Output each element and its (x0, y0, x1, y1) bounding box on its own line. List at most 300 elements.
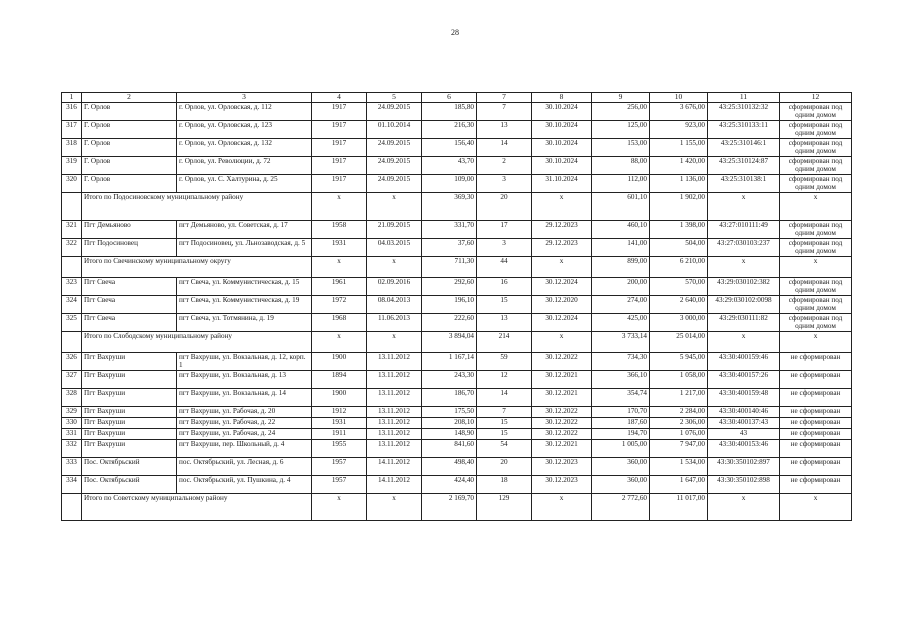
table-cell: 1 155,00 (650, 139, 708, 157)
table-row (62, 296, 852, 314)
table-cell: 59 (477, 353, 532, 371)
table-cell: 331,70 (422, 221, 477, 239)
column-header: 2 (82, 93, 177, 103)
table-cell: 2 284,00 (650, 407, 708, 418)
table-row (62, 371, 852, 389)
table-cell: 30.12.2022 (532, 429, 592, 440)
table-cell: 1 398,00 (650, 221, 708, 239)
table-cell: 29.12.2023 (532, 221, 592, 239)
table-cell: Пгт Вахруши (82, 418, 177, 429)
table-cell: х (708, 494, 780, 521)
table-cell: 43:30:400153:46 (708, 440, 780, 458)
table-cell: 148,90 (422, 429, 477, 440)
table-cell: 14 (477, 389, 532, 407)
table-cell: х (780, 332, 852, 353)
table-cell: 54 (477, 440, 532, 458)
subtotal-row (62, 193, 852, 221)
table-cell: сформирован под одним домом (780, 314, 852, 332)
table-cell: 1900 (312, 389, 367, 407)
table-cell: 43:25:310133:11 (708, 121, 780, 139)
table-cell: 366,10 (592, 371, 650, 389)
table-cell: 187,60 (592, 418, 650, 429)
table-cell: Пос. Октябрьский (82, 476, 177, 494)
table-cell: Пгт Вахруши (82, 429, 177, 440)
table-cell: 43:27:030103:237 (708, 239, 780, 257)
table-cell: х (312, 193, 367, 221)
table-cell: пос. Октябрьский, ул. Пушкина, д. 4 (177, 476, 312, 494)
table-row (62, 440, 852, 458)
table-cell: 1968 (312, 314, 367, 332)
table-cell: 109,00 (422, 175, 477, 193)
table-cell: 13 (477, 121, 532, 139)
table-cell: 13.11.2012 (367, 389, 422, 407)
table-cell: 30.12.2023 (532, 476, 592, 494)
table-cell: 24.09.2015 (367, 103, 422, 121)
table-cell: х (367, 332, 422, 353)
table-cell: Пгт Вахруши (82, 389, 177, 407)
table-cell: Г. Орлов (82, 121, 177, 139)
table-cell: 43:25:310132:32 (708, 103, 780, 121)
table-cell: 360,00 (592, 458, 650, 476)
table-cell: 13.11.2012 (367, 407, 422, 418)
table-cell: 1958 (312, 221, 367, 239)
table-cell: сформирован под одним домом (780, 121, 852, 139)
table-cell: 222,60 (422, 314, 477, 332)
page-number: 28 (451, 28, 459, 37)
table-cell: 170,70 (592, 407, 650, 418)
table-cell: пгт Вахруши, ул. Рабочая, д. 22 (177, 418, 312, 429)
table-row (62, 458, 852, 476)
table-cell: 30.12.2022 (532, 353, 592, 371)
table-cell: 11 017,00 (650, 494, 708, 521)
housing-registry-table (61, 92, 852, 521)
table-cell: пгт Вахруши, ул. Вокзальная, д. 12, корп. 1 (177, 353, 312, 371)
table-cell: 1 136,00 (650, 175, 708, 193)
table-cell: 3 (477, 239, 532, 257)
column-header: 11 (708, 93, 780, 103)
table-cell: 333 (62, 458, 82, 476)
table-cell: 30.12.2024 (532, 278, 592, 296)
table-cell: Пгт Свеча (82, 278, 177, 296)
table-cell: 43:30:350102:898 (708, 476, 780, 494)
column-header: 7 (477, 93, 532, 103)
table-cell: 30.10.2024 (532, 139, 592, 157)
table-cell: сформирован под одним домом (780, 278, 852, 296)
table-cell: 43:25:310124:87 (708, 157, 780, 175)
table-cell: 2 (477, 157, 532, 175)
column-header: 5 (367, 93, 422, 103)
table-cell: не сформирован (780, 429, 852, 440)
table-cell: х (532, 193, 592, 221)
table-cell: 30.10.2024 (532, 157, 592, 175)
table-cell: пгт Вахруши, ул. Вокзальная, д. 14 (177, 389, 312, 407)
table-cell: 04.03.2015 (367, 239, 422, 257)
table-cell: 31.10.2024 (532, 175, 592, 193)
table-cell: 2 169,70 (422, 494, 477, 521)
table-cell: х (708, 193, 780, 221)
table-cell: 18 (477, 476, 532, 494)
table-cell: 153,00 (592, 139, 650, 157)
table-cell: 6 210,00 (650, 257, 708, 278)
table-cell: сформирован под одним домом (780, 221, 852, 239)
table-cell: пгт Подосиновец, ул. Льнозаводская, д. 5 (177, 239, 312, 257)
table-cell: Г. Орлов (82, 139, 177, 157)
table-cell: 29.12.2023 (532, 239, 592, 257)
table-cell: 319 (62, 157, 82, 175)
table-cell: 1 420,00 (650, 157, 708, 175)
table-cell: 43:25:310146:1 (708, 139, 780, 157)
table-cell: 317 (62, 121, 82, 139)
table-cell: 425,00 (592, 314, 650, 332)
table-cell: сформирован под одним домом (780, 175, 852, 193)
table-cell: 1 167,14 (422, 353, 477, 371)
table-cell: 15 (477, 418, 532, 429)
subtotal-label: Итого по Слободскому муниципальному району (82, 332, 312, 353)
column-header: 10 (650, 93, 708, 103)
table-cell: 327 (62, 371, 82, 389)
table-cell: 37,60 (422, 239, 477, 257)
table-cell: 30.12.2021 (532, 371, 592, 389)
table-cell (62, 193, 82, 221)
table-cell: 1 005,00 (592, 440, 650, 458)
table-cell: 43:29:030102:0098 (708, 296, 780, 314)
table-cell: 424,40 (422, 476, 477, 494)
table-cell: 43:29:030111:82 (708, 314, 780, 332)
column-header: 9 (592, 93, 650, 103)
table-row (62, 314, 852, 332)
table-cell: Г. Орлов (82, 157, 177, 175)
table-cell: 175,50 (422, 407, 477, 418)
table-cell: 330 (62, 418, 82, 429)
table-cell: Пос. Октябрьский (82, 458, 177, 476)
table-cell: сформирован под одним домом (780, 296, 852, 314)
table-row (62, 389, 852, 407)
column-header: 8 (532, 93, 592, 103)
table-cell: 1917 (312, 121, 367, 139)
table-cell: Пгт Вахруши (82, 440, 177, 458)
table-cell: Пгт Свеча (82, 314, 177, 332)
table-cell: не сформирован (780, 389, 852, 407)
table-cell: 30.12.2020 (532, 296, 592, 314)
table-cell: 2 306,00 (650, 418, 708, 429)
table-cell: 923,00 (650, 121, 708, 139)
table-cell: Пгт Вахруши (82, 407, 177, 418)
table-cell: 3 000,00 (650, 314, 708, 332)
table-cell: 112,00 (592, 175, 650, 193)
table-cell: 1 647,00 (650, 476, 708, 494)
table-cell: пгт Вахруши, ул. Рабочая, д. 20 (177, 407, 312, 418)
table-cell: 14.11.2012 (367, 458, 422, 476)
table-cell: пгт Демьяново, ул. Советская, д. 17 (177, 221, 312, 239)
table-cell: 498,40 (422, 458, 477, 476)
table-cell: х (780, 494, 852, 521)
table-cell: 216,30 (422, 121, 477, 139)
table-cell: не сформирован (780, 476, 852, 494)
table-cell: 13 (477, 314, 532, 332)
table-cell: 141,00 (592, 239, 650, 257)
table-row (62, 103, 852, 121)
column-header: 1 (62, 93, 82, 103)
subtotal-label: Итого по Подосиновскому муниципальному району (82, 193, 312, 221)
table-cell: х (367, 494, 422, 521)
table-cell: 322 (62, 239, 82, 257)
table-cell: 354,74 (592, 389, 650, 407)
column-header: 3 (177, 93, 312, 103)
table-cell: Пгт Подосиновец (82, 239, 177, 257)
table-cell: 1917 (312, 103, 367, 121)
table-cell: х (367, 193, 422, 221)
subtotal-row (62, 332, 852, 353)
table-cell: 841,60 (422, 440, 477, 458)
table-cell: 125,00 (592, 121, 650, 139)
table-cell: 2 772,60 (592, 494, 650, 521)
table-cell: 1 076,00 (650, 429, 708, 440)
table-cell: 25 014,00 (650, 332, 708, 353)
table-cell: 734,30 (592, 353, 650, 371)
table-cell: сформирован под одним домом (780, 239, 852, 257)
table-cell: 43:30:400159:48 (708, 389, 780, 407)
table-cell: 43 (708, 429, 780, 440)
table-cell: не сформирован (780, 407, 852, 418)
table-cell: 20 (477, 193, 532, 221)
table-cell: не сформирован (780, 458, 852, 476)
table-cell: 43:30:400157:26 (708, 371, 780, 389)
table-cell: г. Орлов, ул. Орловская, д. 112 (177, 103, 312, 121)
table-cell: 316 (62, 103, 82, 121)
table-cell: 7 (477, 103, 532, 121)
table-cell: 21.09.2015 (367, 221, 422, 239)
table-cell: 1 058,00 (650, 371, 708, 389)
table-cell: г. Орлов, ул. Орловская, д. 123 (177, 121, 312, 139)
table-cell: 1931 (312, 239, 367, 257)
table-cell: 601,10 (592, 193, 650, 221)
table-cell: 1961 (312, 278, 367, 296)
table-cell: 13.11.2012 (367, 418, 422, 429)
table-cell: 30.12.2023 (532, 458, 592, 476)
table-cell: 194,70 (592, 429, 650, 440)
table-cell: Пгт Вахруши (82, 353, 177, 371)
table-cell: 1957 (312, 476, 367, 494)
table-cell: 88,00 (592, 157, 650, 175)
table-row (62, 121, 852, 139)
table-row (62, 221, 852, 239)
table-cell: г. Орлов, ул. Революции, д. 72 (177, 157, 312, 175)
table-cell: 324 (62, 296, 82, 314)
table-cell: не сформирован (780, 418, 852, 429)
table-cell: х (780, 193, 852, 221)
table-cell (62, 332, 82, 353)
table-cell: 1 902,00 (650, 193, 708, 221)
table-cell: 30.12.2022 (532, 407, 592, 418)
table-cell: 15 (477, 429, 532, 440)
table-cell: 43:29:030102:382 (708, 278, 780, 296)
table-cell: 323 (62, 278, 82, 296)
table-cell: х (367, 257, 422, 278)
table-cell: х (708, 332, 780, 353)
table-cell: 44 (477, 257, 532, 278)
table-cell: 43:30:400140:46 (708, 407, 780, 418)
table-cell: 11.06.2013 (367, 314, 422, 332)
table-row (62, 429, 852, 440)
table-cell: не сформирован (780, 371, 852, 389)
table-cell: 7 947,00 (650, 440, 708, 458)
table-cell: 899,00 (592, 257, 650, 278)
table-cell: 24.09.2015 (367, 139, 422, 157)
table-cell: 1972 (312, 296, 367, 314)
table-row (62, 407, 852, 418)
table-cell: 360,00 (592, 476, 650, 494)
table-cell: пос. Октябрьский, ул. Лесная, д. 6 (177, 458, 312, 476)
table-cell: не сформирован (780, 353, 852, 371)
table-cell: 200,00 (592, 278, 650, 296)
subtotal-row (62, 494, 852, 521)
table-cell: х (312, 332, 367, 353)
table-cell: 1 217,00 (650, 389, 708, 407)
table-cell: 2 640,00 (650, 296, 708, 314)
table-cell: 328 (62, 389, 82, 407)
table-cell: пгт Вахруши, ул. Рабочая, д. 24 (177, 429, 312, 440)
table-row (62, 239, 852, 257)
table-cell: пгт Свеча, ул. Коммунистическая, д. 15 (177, 278, 312, 296)
table-cell: 3 676,00 (650, 103, 708, 121)
table-cell: 292,60 (422, 278, 477, 296)
table-cell: 43:30:350102:897 (708, 458, 780, 476)
table-cell: 208,10 (422, 418, 477, 429)
column-header: 12 (780, 93, 852, 103)
table-cell: 1894 (312, 371, 367, 389)
table-cell: сформирован под одним домом (780, 103, 852, 121)
column-number-header-row (62, 93, 852, 103)
table-row (62, 353, 852, 371)
table-cell: пгт Вахруши, ул. Вокзальная, д. 13 (177, 371, 312, 389)
table-cell: 243,30 (422, 371, 477, 389)
table-cell: 334 (62, 476, 82, 494)
table-cell: 1917 (312, 175, 367, 193)
table-cell: 369,30 (422, 193, 477, 221)
table-cell: 15 (477, 296, 532, 314)
table-cell: 325 (62, 314, 82, 332)
table-cell: 331 (62, 429, 82, 440)
table-cell: 504,00 (650, 239, 708, 257)
table-cell: х (312, 494, 367, 521)
table-cell: пгт Свеча, ул. Коммунистическая, д. 19 (177, 296, 312, 314)
table-cell: х (708, 257, 780, 278)
table-cell: 30.10.2024 (532, 103, 592, 121)
table-cell: 460,10 (592, 221, 650, 239)
table-row (62, 139, 852, 157)
table-cell (62, 257, 82, 278)
table-cell: 13.11.2012 (367, 371, 422, 389)
table-cell: Пгт Демьяново (82, 221, 177, 239)
table-cell: Г. Орлов (82, 103, 177, 121)
table-row (62, 278, 852, 296)
table-cell: 256,00 (592, 103, 650, 121)
table-cell: 332 (62, 440, 82, 458)
table-cell: 274,00 (592, 296, 650, 314)
table-cell: 43:25:310138:1 (708, 175, 780, 193)
table-cell: 186,70 (422, 389, 477, 407)
table-cell: 1917 (312, 157, 367, 175)
table-cell: 43,70 (422, 157, 477, 175)
table-cell: 02.09.2016 (367, 278, 422, 296)
table-cell: 1931 (312, 418, 367, 429)
table-cell: 7 (477, 407, 532, 418)
table-cell: х (312, 257, 367, 278)
table-cell: 17 (477, 221, 532, 239)
table-cell: 43:27:010111:49 (708, 221, 780, 239)
table-cell: 30.12.2022 (532, 418, 592, 429)
table-cell: 214 (477, 332, 532, 353)
table-cell: 16 (477, 278, 532, 296)
table-cell: 1900 (312, 353, 367, 371)
table-cell: 08.04.2013 (367, 296, 422, 314)
table-row (62, 157, 852, 175)
table-cell: х (780, 257, 852, 278)
table-cell: 30.12.2021 (532, 440, 592, 458)
table-cell: х (532, 494, 592, 521)
table-cell: 5 945,00 (650, 353, 708, 371)
table-cell: 185,80 (422, 103, 477, 121)
subtotal-label: Итого по Советскому муниципальному району (82, 494, 312, 521)
column-header: 4 (312, 93, 367, 103)
table-cell: 3 733,14 (592, 332, 650, 353)
table-body (62, 93, 852, 521)
table-cell: сформирован под одним домом (780, 139, 852, 157)
table-cell: 318 (62, 139, 82, 157)
table-cell: 1957 (312, 458, 367, 476)
table-cell: х (532, 332, 592, 353)
table-cell: 14 (477, 139, 532, 157)
table-cell: 326 (62, 353, 82, 371)
table-cell: Пгт Свеча (82, 296, 177, 314)
table-cell: 320 (62, 175, 82, 193)
table-cell: 01.10.2014 (367, 121, 422, 139)
table-cell: г. Орлов, ул. Орловская, д. 132 (177, 139, 312, 157)
table-cell: 30.12.2024 (532, 314, 592, 332)
table-cell: Г. Орлов (82, 175, 177, 193)
table-cell: 14.11.2012 (367, 476, 422, 494)
subtotal-row (62, 257, 852, 278)
table-cell: 13.11.2012 (367, 429, 422, 440)
table-cell: 329 (62, 407, 82, 418)
table-cell: 13.11.2012 (367, 353, 422, 371)
table-cell: 20 (477, 458, 532, 476)
table-cell: 1911 (312, 429, 367, 440)
table-cell: 156,40 (422, 139, 477, 157)
table-cell: х (532, 257, 592, 278)
table-cell: 24.09.2015 (367, 175, 422, 193)
table-cell: 1 534,00 (650, 458, 708, 476)
table-cell (62, 494, 82, 521)
table-cell: 321 (62, 221, 82, 239)
table-cell: 1917 (312, 139, 367, 157)
table-cell: 30.10.2024 (532, 121, 592, 139)
table-cell: 3 (477, 175, 532, 193)
table-cell: 3 894,04 (422, 332, 477, 353)
table-cell: пгт Вахруши, пер. Школьный, д. 4 (177, 440, 312, 458)
table-cell: 43:30:400137:43 (708, 418, 780, 429)
table-cell: пгт Свеча, ул. Тотмянина, д. 19 (177, 314, 312, 332)
table-cell: 24.09.2015 (367, 157, 422, 175)
table-cell: 711,30 (422, 257, 477, 278)
table-row (62, 175, 852, 193)
table-cell: не сформирован (780, 440, 852, 458)
table-cell: 30.12.2021 (532, 389, 592, 407)
column-header: 6 (422, 93, 477, 103)
table-cell: 1955 (312, 440, 367, 458)
table-row (62, 418, 852, 429)
table-cell: сформирован под одним домом (780, 157, 852, 175)
